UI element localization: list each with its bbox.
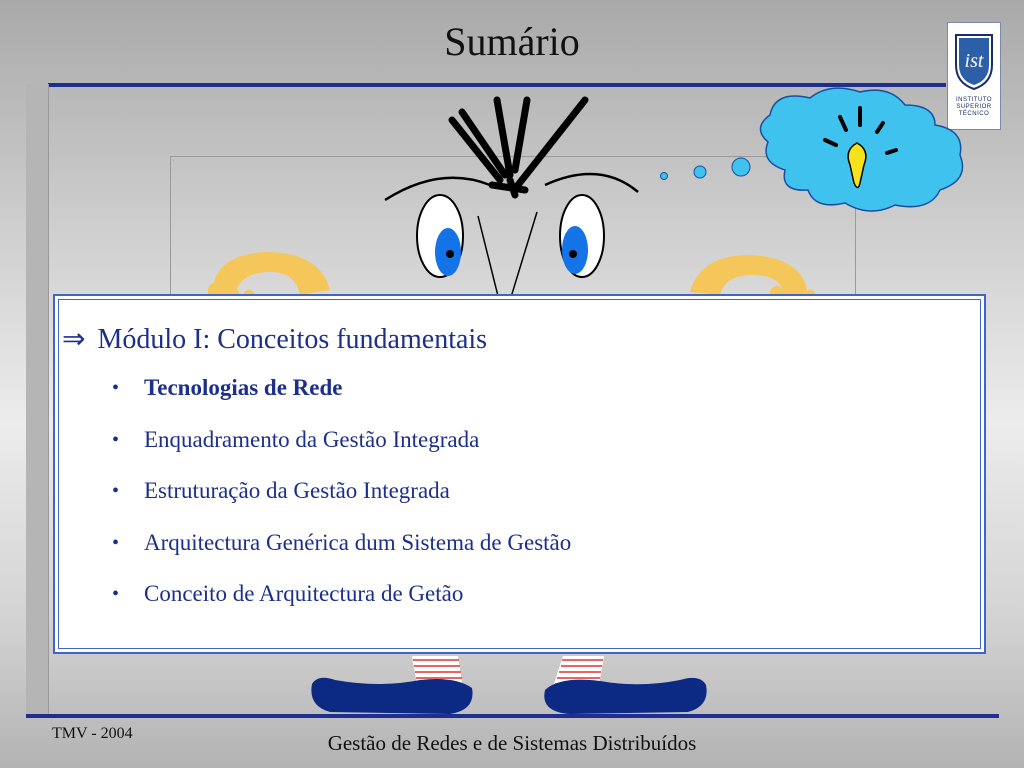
list-item: [110, 478, 571, 530]
module-heading: [62, 322, 487, 356]
footer-course-title: Gestão de Redes e de Sistemas Distribuídos: [327, 731, 697, 755]
list-item-label: Enquadramento da Gestão Integrada: [144, 426, 480, 452]
bullet-icon: •: [112, 531, 120, 554]
list-item: [110, 581, 571, 633]
bottom-rule: [26, 714, 999, 718]
logo-line-1: INSTITUTO: [955, 97, 993, 103]
bullet-icon: •: [112, 428, 120, 451]
svg-text:ist: ist: [964, 50, 984, 72]
right-eyebrow-icon: [545, 174, 638, 192]
list-item: [110, 427, 571, 479]
topic-list: [110, 375, 571, 633]
implies-arrow-icon: ⇒: [62, 324, 86, 355]
footer-author: TMV - 2004: [52, 725, 133, 742]
left-shoe-icon: [311, 678, 472, 714]
list-item: [110, 530, 571, 582]
list-item-label: Conceito de Arquitectura de Getão: [144, 581, 464, 606]
thought-bubble-small-icon: [661, 173, 668, 180]
bullet-icon: •: [112, 377, 120, 399]
frame-caption: ▪: [173, 158, 175, 162]
list-item-label: Estruturação da Gestão Integrada: [144, 478, 450, 503]
list-item-label: Tecnologias de Rede: [144, 375, 343, 400]
logo-line-3: TÉCNICO: [958, 111, 990, 117]
list-item: [110, 375, 571, 427]
module-heading-text: Módulo I: Conceitos fundamentais: [97, 324, 488, 355]
thought-bubble-medium-icon: [694, 166, 706, 178]
list-item-label: Arquitectura Genérica dum Sistema de Gestão: [144, 529, 572, 555]
bullet-icon: •: [112, 480, 120, 502]
thought-bubble-large-icon: [732, 158, 750, 176]
slide-title: Sumário: [444, 19, 580, 64]
logo-line-2: SUPERIOR: [956, 104, 992, 110]
bullet-icon: •: [112, 583, 120, 605]
right-shoe-icon: [544, 678, 706, 714]
